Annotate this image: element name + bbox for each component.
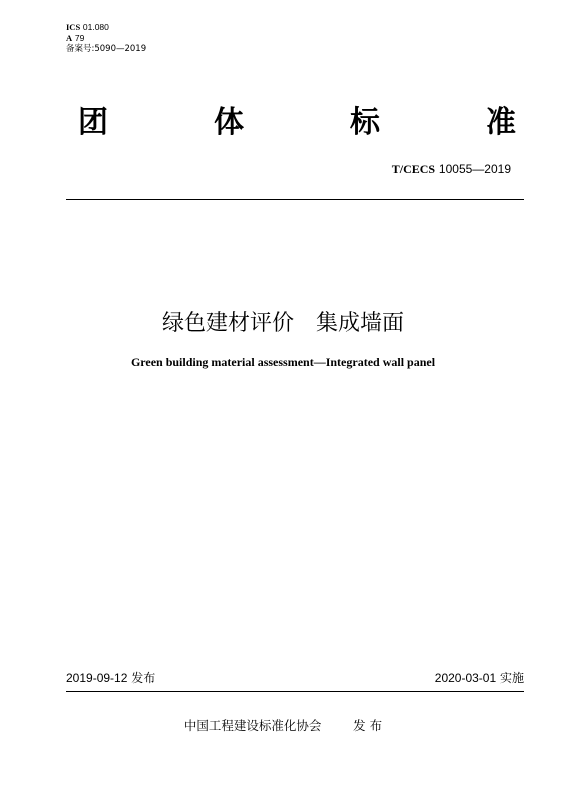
title-char-4: 准: [486, 105, 516, 140]
ics-value: 01.080: [82, 22, 109, 32]
ics-key: ICS: [66, 22, 81, 32]
issue-date-value: 2019-09-12: [66, 671, 128, 685]
classification-value: 79: [74, 33, 85, 43]
effective-date-label: 实施: [499, 671, 524, 685]
publisher: [0, 718, 566, 734]
top-divider: [66, 199, 524, 200]
effective-date: [435, 670, 524, 686]
title-char-3: 标: [350, 105, 380, 140]
standard-number: 10055—2019: [438, 162, 511, 176]
publisher-action: 发 布: [353, 718, 383, 733]
issue-date-label: 发布: [131, 671, 156, 685]
title-char-1: 团: [78, 105, 108, 140]
effective-date-value: 2020-03-01: [434, 671, 497, 685]
standard-code: [392, 162, 511, 176]
record-number: 备案号:5090—2019: [66, 44, 147, 54]
title-char-2: 体: [214, 105, 244, 140]
ics-line: [66, 22, 109, 33]
classification-key: A: [66, 33, 73, 43]
chinese-title: 绿色建材评价 集成墙面: [161, 311, 404, 336]
issue-date: [66, 670, 155, 686]
bottom-divider: [66, 691, 524, 692]
standard-type-title: [78, 101, 516, 145]
classification-line: [66, 33, 84, 44]
english-title: Green building material assessment—Integrated wall panel: [130, 355, 436, 369]
publisher-name: 中国工程建设标准化协会: [183, 718, 322, 733]
standard-org: T/CECS: [391, 162, 436, 176]
